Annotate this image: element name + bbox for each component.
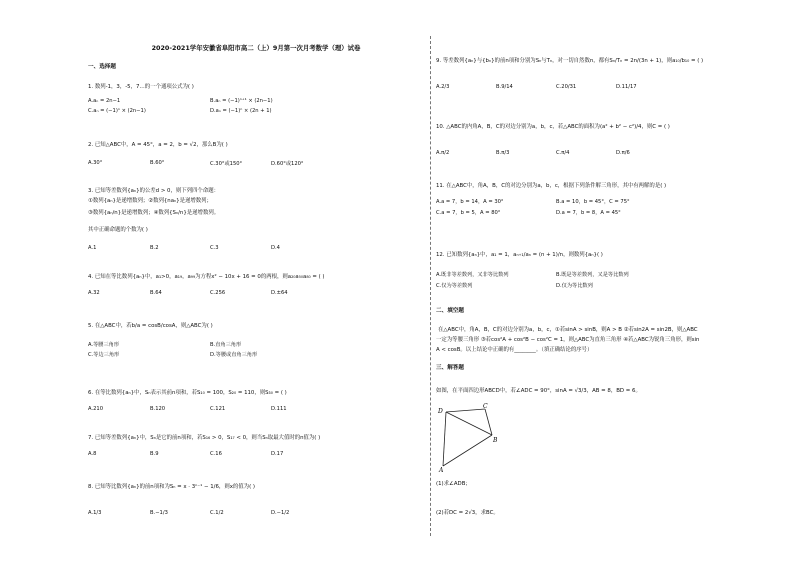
- q5-option-c: C.等边三角形: [88, 352, 120, 358]
- q9-option-b: B.9/14: [496, 84, 513, 90]
- q3-line-3: 其中正确命题的个数为( ): [88, 227, 148, 233]
- q1-option-b: B.aₙ = (−1)ⁿ⁺¹ × (2n−1): [210, 98, 273, 104]
- q13-line-3: A < cosB。以上结论中正确的有________。（填正确结论的序号）: [436, 347, 593, 353]
- q6-option-b: B.120: [150, 406, 166, 412]
- q7-option-b: B.9: [150, 451, 159, 457]
- q5-option-d: D.等腰或直角三角形: [210, 352, 258, 358]
- q9-option-c: C.20/31: [556, 84, 577, 90]
- q14-part-2: (2)若DC = 2√3，求BC。: [436, 510, 499, 516]
- q10-option-d: D.π/6: [616, 150, 630, 156]
- q7-option-c: C.16: [210, 451, 222, 457]
- vertex-c-label: C: [483, 403, 488, 410]
- q8-option-a: A.1/3: [88, 510, 102, 516]
- q3-option-b: B.2: [150, 245, 159, 251]
- q11-option-d: D.a = 7，b = 8，A = 45°: [556, 210, 621, 216]
- q1-option-d: D.aₙ = (−1)ⁿ × (2n + 1): [210, 108, 272, 114]
- q3-line-2: ③数列{aₙ/n}是递增数列；④数列{Sₙ/n}是递增数列。: [88, 210, 220, 216]
- q6-option-d: D.111: [271, 406, 287, 412]
- q4-stem: 4. 已知在等比数列{aₙ}中，a₁>0，a₁₉，a₉₉为方程x² − 10x + 16 = 0的两根，则a₂₀a₅₀a₈₀ = ( ): [88, 274, 325, 280]
- q3-stem: 3. 已知等差数列{aₙ}的公差d > 0，则下列四个命题：: [88, 188, 219, 194]
- q12-option-d: D.仅为等比数列: [556, 283, 593, 289]
- q8-option-d: D.−1/2: [271, 510, 290, 516]
- q6-option-a: A.210: [88, 406, 104, 412]
- q1-option-c: C.aₙ = (−1)ⁿ × (2n−1): [88, 108, 146, 114]
- q7-stem: 7. 已知等差数列{aₙ}中，Sₙ是它的前n项和，若S₁₆ > 0，S₁₇ < 0，则当Sₙ取最大值时的n值为( ): [88, 435, 321, 441]
- q1-stem: 1. 数列-1，3，-5，7…的一个通项公式为( ): [88, 84, 194, 90]
- q11-option-b: B.a = 10，b = 45°，C = 75°: [556, 199, 630, 205]
- q11-option-c: C.a = 7，b = 5，A = 80°: [436, 210, 501, 216]
- q4-option-d: D.±64: [271, 290, 288, 296]
- q13-line-1: 在△ABC中，角A，B，C的对边分别为a，b，c，①若sinA > sinB，则A > B ②若sin2A = sin2B，则△ABC: [438, 327, 698, 333]
- q7-option-a: A.8: [88, 451, 97, 457]
- section-fill: 二、填空题: [436, 308, 464, 314]
- q9-option-a: A.2/3: [436, 84, 450, 90]
- q10-stem: 10. △ABC的内角A，B，C的对边分别为a，b，c，若△ABC的面积为(a² + b² − c²)/4，则C = ( ): [436, 124, 670, 130]
- quadrilateral-diagram: [436, 400, 506, 476]
- q8-stem: 8. 已知等比数列{aₙ}的前n项和为Sₙ = x · 3ⁿ⁻¹ − 1/6，则x的值为( ): [88, 484, 255, 490]
- q8-option-b: B.−1/3: [150, 510, 168, 516]
- q10-option-b: B.π/3: [496, 150, 510, 156]
- q2-option-d: D.60°或120°: [271, 161, 304, 167]
- q4-option-b: B.64: [150, 290, 162, 296]
- q11-stem: 11. 在△ABC中，角A，B，C的对边分别为a，b，c，根据下列条件解三角形，其中有两解的是( ): [436, 183, 667, 189]
- q10-option-c: C.π/4: [556, 150, 570, 156]
- q12-option-c: C.仅为等差数列: [436, 283, 473, 289]
- q8-option-c: C.1/2: [210, 510, 224, 516]
- q4-option-a: A.32: [88, 290, 100, 296]
- q2-stem: 2. 已知△ABC中，A = 45°，a = 2，b = √2，那么B为( ): [88, 142, 228, 148]
- q12-option-a: A.既非等差数列，又非等比数列: [436, 272, 509, 278]
- q2-option-a: A.30°: [88, 160, 103, 166]
- q3-option-c: C.3: [210, 245, 219, 251]
- section-choice: 一、选择题: [88, 64, 116, 70]
- q2-option-b: B.60°: [150, 160, 165, 166]
- q2-option-c: C.30°或150°: [210, 161, 243, 167]
- q13-line-2: 一定为等腰三角形 ③若cos²A + cos²B − cos²C = 1，则△ABC为直角三角形 ④若△ABC为锐角三角形，则sin: [436, 337, 700, 343]
- q12-stem: 12. 已知数列{aₙ}中，a₁ = 1，aₙ₊₁/aₙ = (n + 1)/n，则数列{aₙ}( ): [436, 252, 603, 258]
- q9-option-d: D.11/17: [616, 84, 637, 90]
- vertex-b-label: B: [493, 437, 498, 444]
- q3-line-1: ①数列{aₙ}是递增数列；②数列{naₙ}是递增数列；: [88, 198, 212, 204]
- q10-option-a: A.π/2: [436, 150, 450, 156]
- q5-stem: 5. 在△ABC中，若b/a = cosB/cosA，则△ABC为( ): [88, 323, 213, 329]
- q7-option-d: D.17: [271, 451, 284, 457]
- q3-option-d: D.4: [271, 245, 280, 251]
- q6-option-c: C.121: [210, 406, 226, 412]
- q14-part-1: (1)求∠ADB；: [436, 481, 471, 487]
- vertex-a-label: A: [439, 467, 444, 474]
- section-answer: 三、解答题: [436, 365, 464, 371]
- q1-option-a: A.aₙ = 2n−1: [88, 98, 121, 104]
- q9-stem: 9. 等差数列{aₙ}与{bₙ}的前n项和分别为Sₙ与Tₙ，对一切自然数n，都有Sₙ/Tₙ = 2n/(3n + 1)，则a₁₀/b₁₀ = ( ): [436, 58, 704, 64]
- q5-option-a: A.等腰三角形: [88, 342, 120, 348]
- q11-option-a: A.a = 7，b = 14，A = 30°: [436, 199, 504, 205]
- q5-option-b: B.直角三角形: [210, 342, 242, 348]
- q14-stem: 如图，在平面四边形ABCD中，若∠ADC = 90°，sinA = √3/3，AB = 8，BD = 6。: [436, 388, 641, 394]
- q4-option-c: C.256: [210, 290, 226, 296]
- vertex-d-label: D: [438, 408, 443, 415]
- column-divider: [430, 36, 431, 536]
- q3-option-a: A.1: [88, 245, 97, 251]
- q12-option-b: B.既是等差数列，又是等比数列: [556, 272, 629, 278]
- q6-stem: 6. 在等比数列{aₙ}中，Sₙ表示其前n项和，若S₁₀ = 100，S₂₀ = 110，则S₃₀ = ( ): [88, 390, 287, 396]
- exam-title: 2020-2021学年安徽省阜阳市高二（上）9月第一次月考数学（理）试卷: [151, 44, 361, 52]
